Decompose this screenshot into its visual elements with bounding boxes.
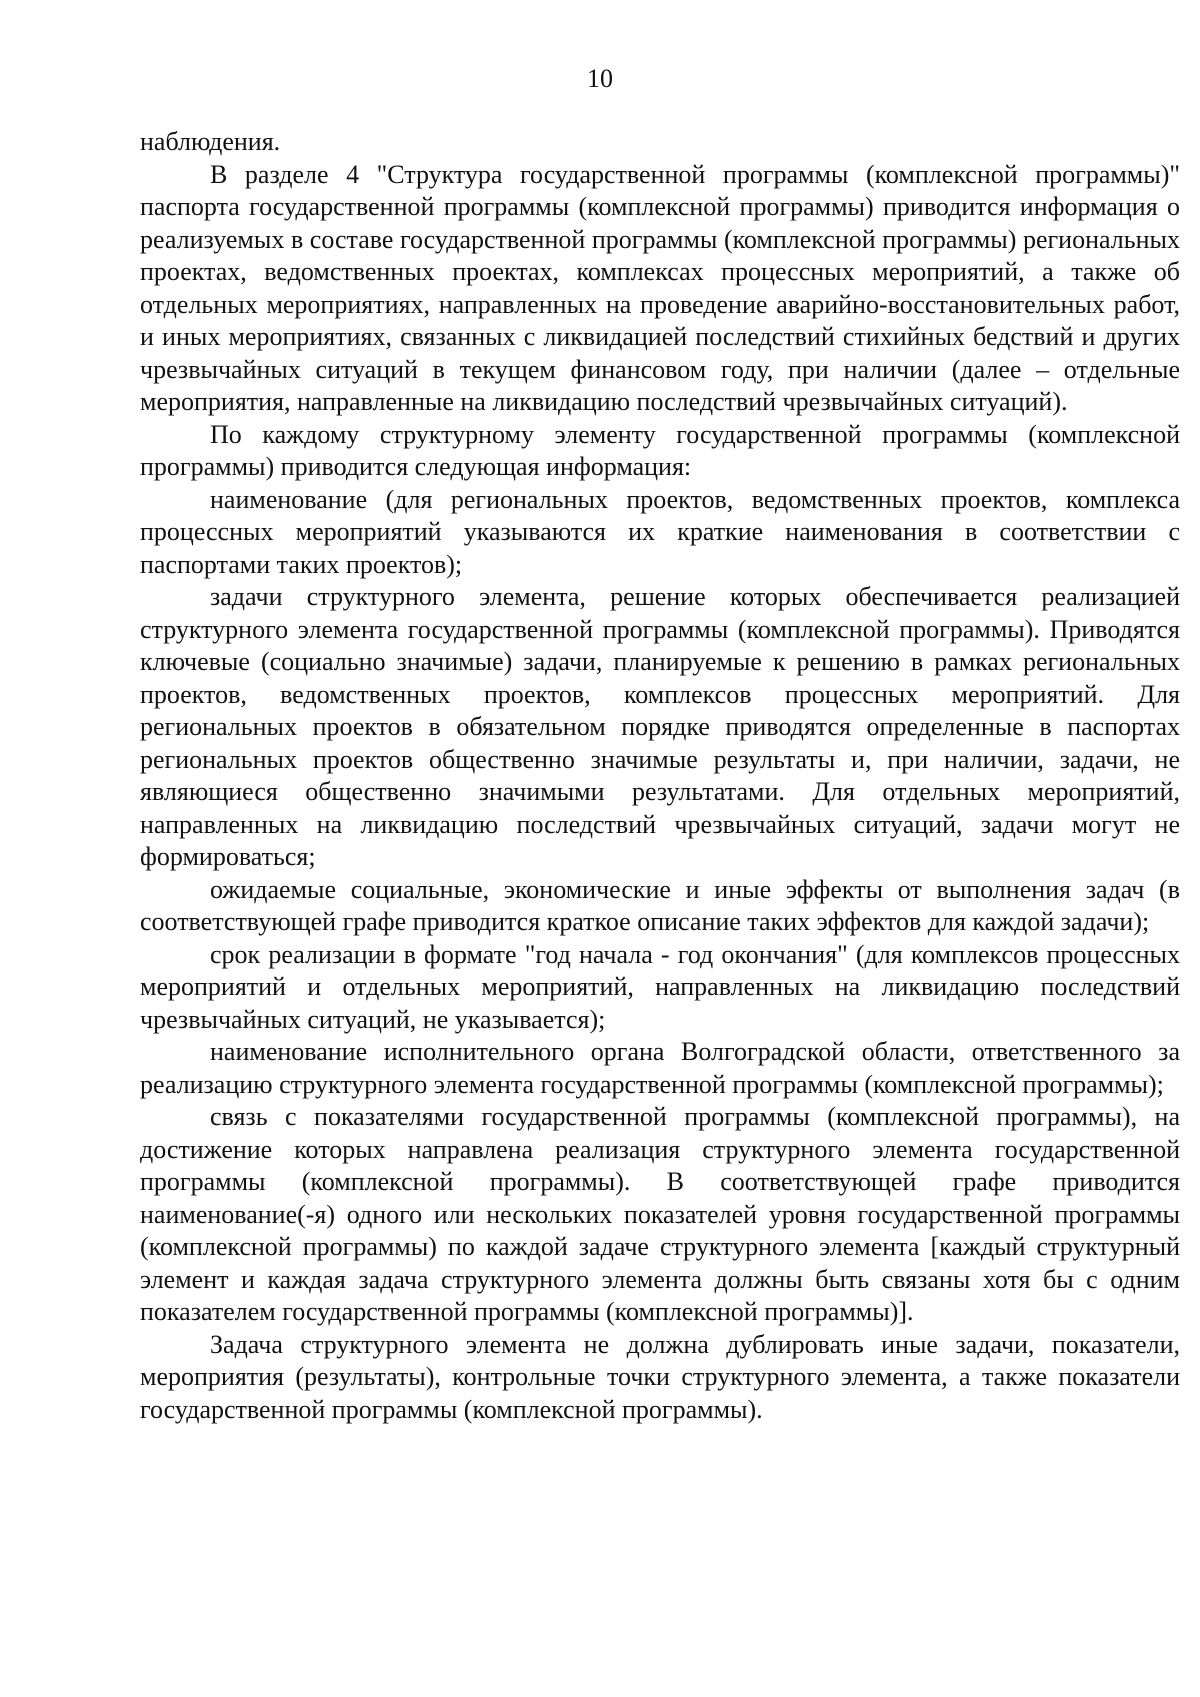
paragraph-structural-element-info: По каждому структурному элементу государственной программы (комплексной программы) приводится следующая информация: xyxy=(140,419,1180,481)
document-body xyxy=(140,126,1180,1426)
paragraph-term-item: срок реализации в формате "год начала - год окончания" (для комплексов процессных мероприятий и отдельных мероприятий, направленных на ликвидацию последствий чрезвычайных ситуаций, не указывается); xyxy=(140,939,1180,1034)
paragraph-name-item: наименование (для региональных проектов, ведомственных проектов, комплекса процессных мероприятий указываются их краткие наименования в соответствии с паспортами таких проектов); xyxy=(140,484,1180,579)
paragraph-section-4: В разделе 4 "Структура государственной программы (комплексной программы)" паспорта государственной программы (комплексной программы) приводится информация о реализуемых в составе государственной программы (комплексной программы) региональных проектах, ведомственных проектах, комплексах процессных мероприятий, а также об отдельных мероприятиях, направленных на проведение аварийно-восстановительных работ, и иных мероприятиях, связанных с ликвидацией последствий стихийных бедствий и других чрезвычайных ситуаций в текущем финансовом году, при наличии (далее – отдельные мероприятия, направленные на ликвидацию последствий чрезвычайных ситуаций). xyxy=(140,159,1180,416)
paragraph-tasks-item: задачи структурного элемента, решение которых обеспечивается реализацией структурного элемента государственной программы (комплексной программы). Приводятся ключевые (социально значимые) задачи, планируемые к решению в рамках региональных проектов, ведомственных проектов, комплексов процессных мероприятий. Для региональных проектов в обязательном порядке приводятся определенные в паспортах региональных проектов общественно значимые результаты и, при наличии, задачи, не являющиеся общественно значимыми результатами. Для отдельных мероприятий, направленных на ликвидацию последствий чрезвычайных ситуаций, задачи могут не формироваться; xyxy=(140,582,1180,871)
paragraph-effects-item: ожидаемые социальные, экономические и иные эффекты от выполнения задач (в соответствующей графе приводится краткое описание таких эффектов для каждой задачи); xyxy=(140,874,1180,936)
paragraph-continuation: наблюдения. xyxy=(140,127,281,156)
paragraph-no-duplication: Задача структурного элемента не должна дублировать иные задачи, показатели, мероприятия (результаты), контрольные точки структурного элемента, а также показатели государственной программы (комплексной программы). xyxy=(140,1329,1180,1424)
paragraph-indicators-link-item: связь с показателями государственной программы (комплексной программы), на достижение которых направлена реализация структурного элемента государственной программы (комплексной программы). В соответствующей графе приводится наименование(-я) одного или нескольких показателей уровня государственной программы (комплексной программы) по каждой задаче структурного элемента [каждый структурный элемент и каждая задача структурного элемента должны быть связаны хотя бы с одним показателем государственной программы (комплексной программы)]. xyxy=(140,1102,1180,1326)
page-number: 10 xyxy=(587,64,613,93)
paragraph-executive-body-item: наименование исполнительного органа Волгоградской области, ответственного за реализацию структурного элемента государственной программы (комплексной программы); xyxy=(140,1037,1180,1099)
